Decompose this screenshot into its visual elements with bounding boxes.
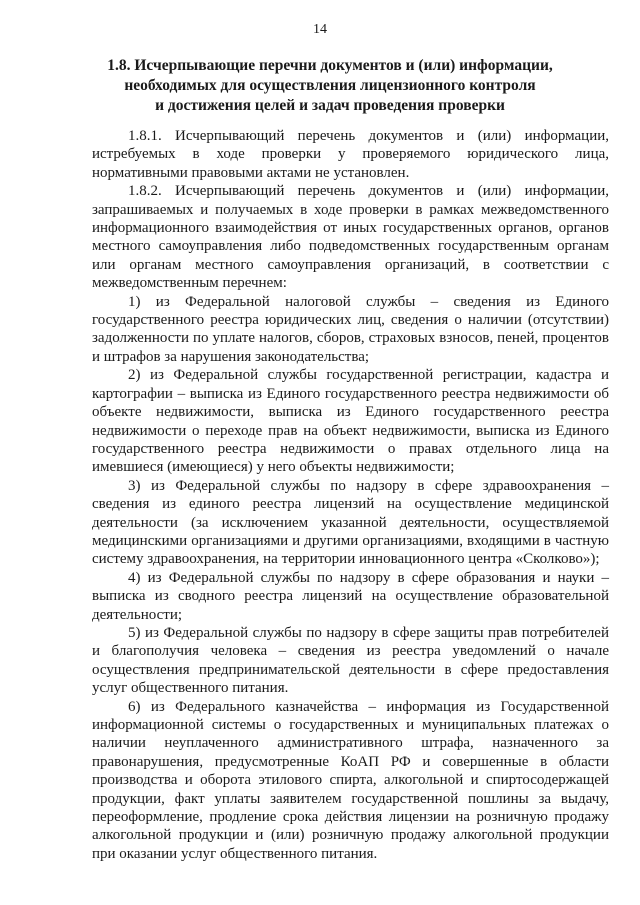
list-item-6: 6) из Федерального казначейства – информация из Государственной информационной системы о государственных и муниципальных платежах о наличии неуплаченного административного штрафа, назначенного за правонарушения, предусмотренные КоАП РФ и совершенные в области производства и оборота этилового спирта, алкогольной и спиртосодержащей продукции, факт уплаты заявителем государственной пошлины за выдачу, переоформление, продление срока действия лицензии на розничную продажу алкогольной продукции и (или) розничную продажу алкогольной продукции при оказании услуг общественного питания. xyxy=(92,698,609,862)
list-item-2: 2) из Федеральной службы государственной регистрации, кадастра и картографии – выписка из Единого государственного реестра недвижимости об объекте недвижимости, выписка из Единого государственного реестра недвижимости о переходе прав на объект недвижимости, выписка из Единого государственного реестра недвижимости о правах отдельного лица на имевшиеся (имеющиеся) у него объекты недвижимости; xyxy=(92,367,609,476)
section-heading xyxy=(60,56,600,116)
list-item-4: 4) из Федеральной службы по надзору в сфере образования и науки – выписка из сводного реестра лицензий на осуществление образовательной деятельности; xyxy=(92,569,609,623)
paragraph-1-8-1: 1.8.1. Исчерпывающий перечень документов и (или) информации, истребуемых в ходе проверки у проверяемого юридического лица, нормативными правовыми актами не установлен. xyxy=(92,128,609,181)
section-heading-line: и достижения целей и задач проведения проверки xyxy=(155,97,505,114)
section-body xyxy=(92,127,609,863)
section-heading-line: необходимых для осуществления лицензионного контроля xyxy=(124,77,536,94)
list-item-5: 5) из Федеральной службы по надзору в сфере защиты прав потребителей и благополучия человека – сведения из реестра уведомлений о начале осуществления предпринимательской деятельности в сфере предоставления услуг общественного питания. xyxy=(92,624,609,697)
list-item-1: 1) из Федеральной налоговой службы – сведения из Единого государственного реестра юридических лиц, сведения о наличии (отсутствии) задолженности по уплате налогов, сборов, страховых взносов, пеней, процентов и штрафов за нарушения законодательства; xyxy=(92,293,609,365)
page-number: 14 xyxy=(313,22,327,37)
list-item-3: 3) из Федеральной службы по надзору в сфере здравоохранения – сведения из единого реестра лицензий на осуществление медицинской деятельности (за исключением указанной деятельности, осуществляемой медицинскими организациями и другими организациями, входящими в частную систему здравоохранения, на территории инновационного центра «Сколково»); xyxy=(92,477,609,568)
paragraph-1-8-2: 1.8.2. Исчерпывающий перечень документов и (или) информации, запрашиваемых и получаемых в ходе проверки в рамках межведомственного информационного взаимодействия от иных государственных органов, органов местного самоуправления либо подведомственных государственным органам или органам местного самоуправления организаций, в соответствии с межведомственным перечнем: xyxy=(92,183,609,292)
section-heading-line: 1.8. Исчерпывающие перечни документов и (или) информации, xyxy=(107,57,553,74)
